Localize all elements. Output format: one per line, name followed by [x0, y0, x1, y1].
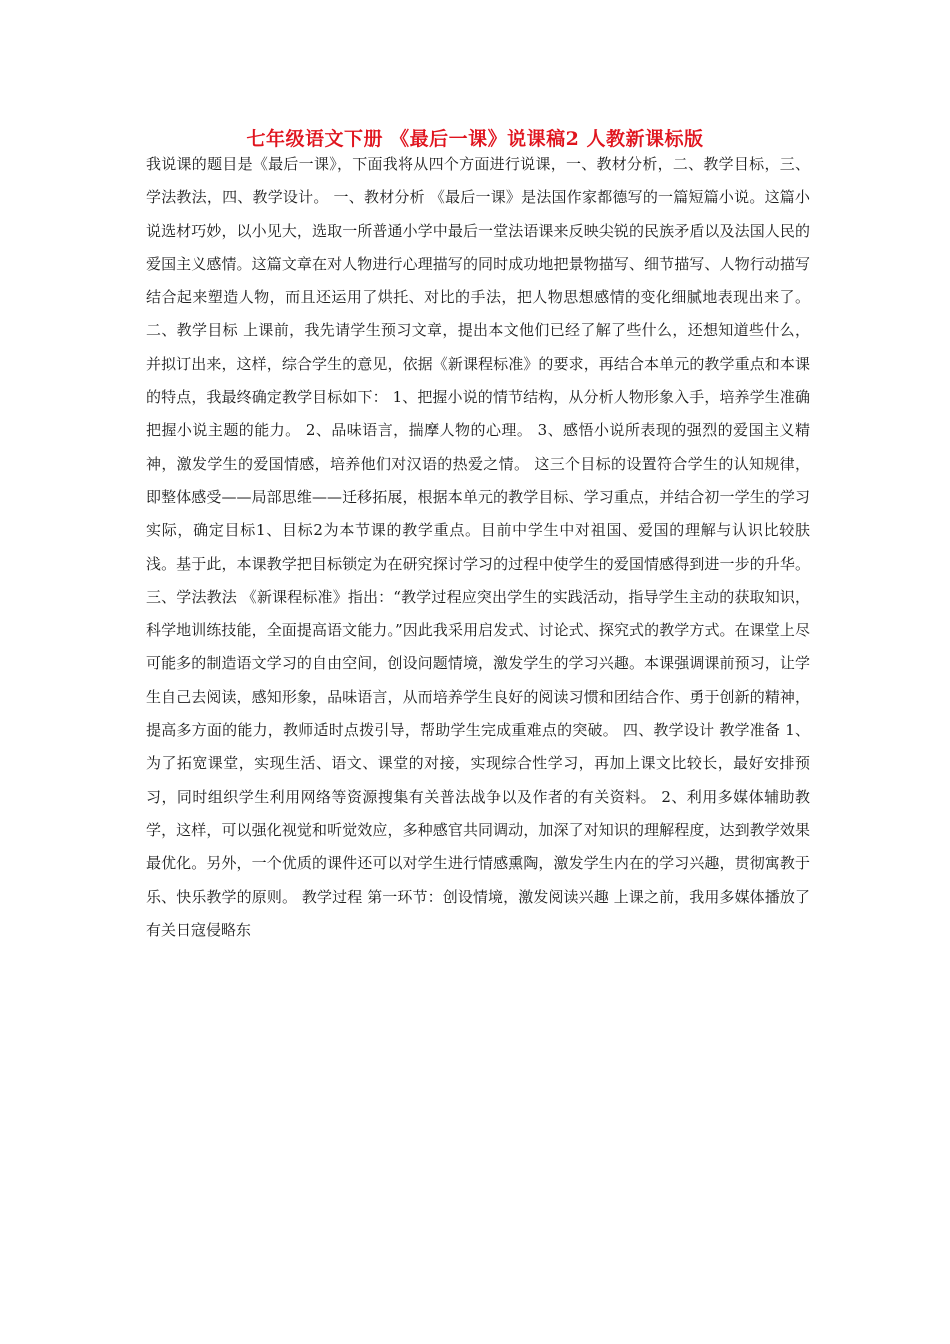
document-body-text: 我说课的题目是《最后一课》，下面我将从四个方面进行说课，一、教材分析，二、教学目标，三、学法教法，四、教学设计。 一、教材分析 《最后一课》是法国作家都德写的一篇短篇小说。这篇小说选材巧妙，以小见大，选取一所普通小学中最后一堂法语课来反映尖锐的民族矛盾以及法国人民的爱国主义感情。这篇文章在对人物进行心理描写的同时成功地把景物描写、细节描写、人物行动描写结合起来塑造人物，而且还运用了烘托、对比的手法，把人物思想感情的变化细腻地表现出来了。 二、教学目标 上课前，我先请学生预习文章，提出本文他们已经了解了些什么，还想知道些什么，并拟订出来，这样，综合学生的意见，依据《新课程标准》的要求，再结合本单元的教学重点和本课的特点，我最终确定教学目标如下： 1、把握小说的情节结构，从分析人物形象入手，培养学生准确把握小说主题的能力。 2、品味语言，揣摩人物的心理。 3、感悟小说所表现的强烈的爱国主义精神，激发学生的爱国情感，培养他们对汉语的热爱之情。 这三个目标的设置符合学生的认知规律，即整体感受——局部思维——迁移拓展，根据本单元的教学目标、学习重点，并结合初一学生的学习实际，确定目标1、目标2为本节课的教学重点。目前中学生中对祖国、爱国的理解与认识比较肤浅。基于此，本课教学把目标锁定为在研究探讨学习的过程中使学生的爱国情感得到进一步的升华。 三、学法教法 《新课程标准》指出：“教学过程应突出学生的实践活动，指导学生主动的获取知识，科学地训练技能，全面提高语文能力。”因此我采用启发式、讨论式、探究式的教学方式。在课堂上尽可能多的制造语文学习的自由空间，创设问题情境，激发学生的学习兴趣。本课强调课前预习，让学生自己去阅读，感知形象，品味语言，从而培养学生良好的阅读习惯和团结合作、勇于创新的精神，提高多方面的能力，教师适时点拨引导，帮助学生完成重难点的突破。 四、教学设计 教学准备 1、为了拓宽课堂，实现生活、语文、课堂的对接，实现综合性学习，再加上课文比较长，最好安排预习，同时组织学生利用网络等资源搜集有关普法战争以及作者的有关资料。 2、利用多媒体辅助教学，这样，可以强化视觉和听觉效应，多种感官共同调动，加深了对知识的理解程度，达到教学效果最优化。另外，一个优质的课件还可以对学生进行情感熏陶，激发学生内在的学习兴趣，贯彻寓教于乐、快乐教学的原则。 教学过程 第一环节：创设情境，激发阅读兴趣 上课之前，我用多媒体播放了有关日寇侵略东	[146, 155, 810, 939]
document-title: 七年级语文下册 《最后一课》说课稿2 人教新课标版	[246, 128, 704, 150]
